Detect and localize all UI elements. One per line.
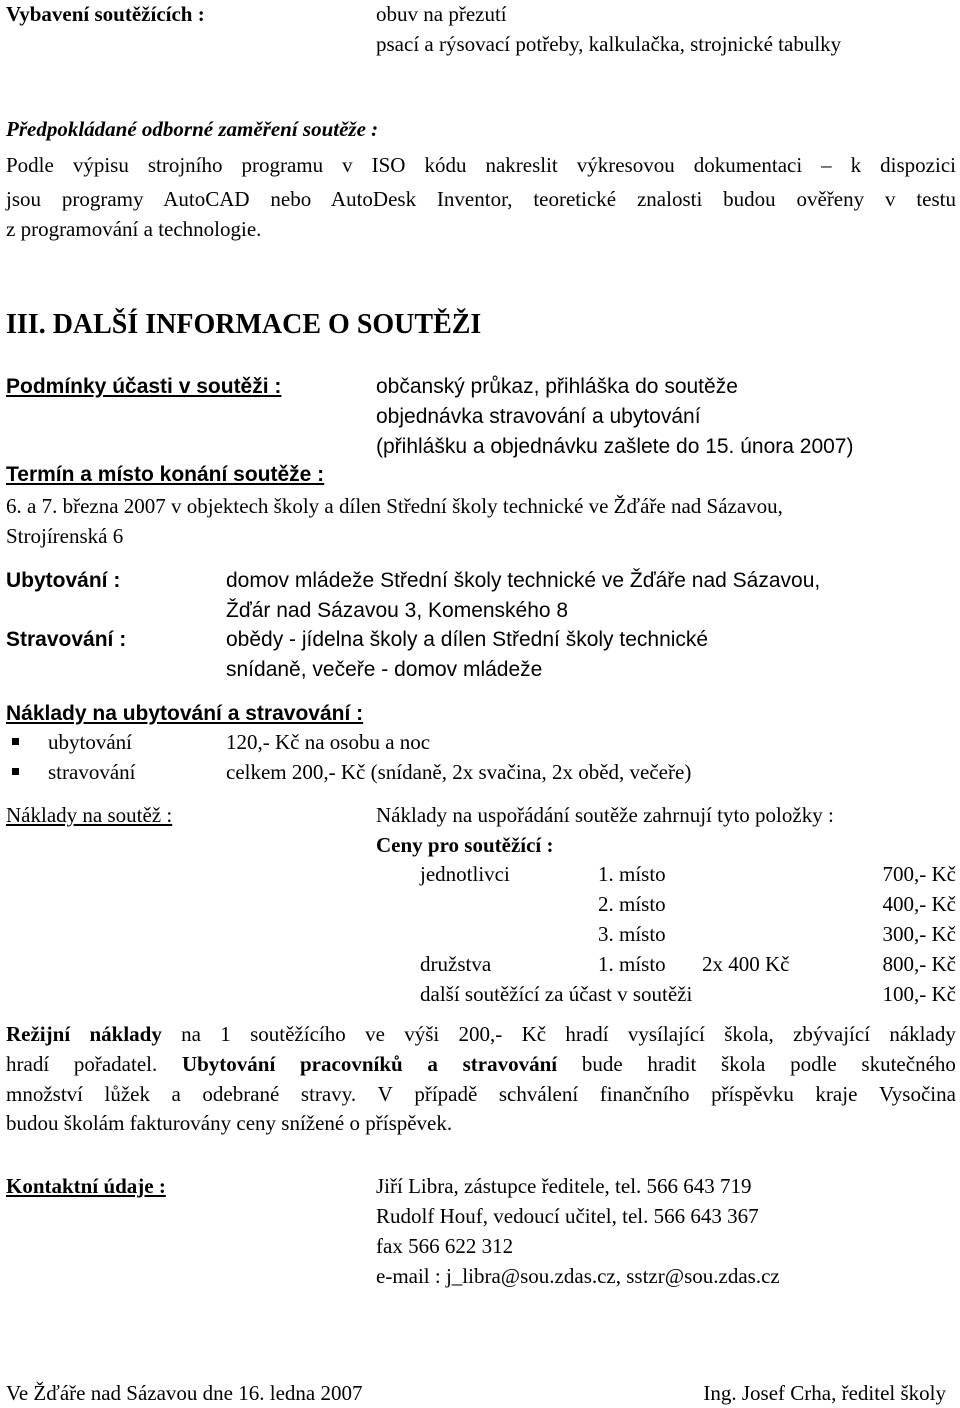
section-title: III. DALŠÍ INFORMACE O SOUTĚŽI xyxy=(6,309,482,340)
overhead-line xyxy=(6,1054,956,1075)
overhead-word: 1 xyxy=(220,1022,231,1046)
overhead-word: skutečného xyxy=(861,1052,956,1076)
overhead-word: stravování xyxy=(462,1052,558,1076)
overhead-word: a xyxy=(427,1052,438,1076)
overhead-word: na xyxy=(181,1022,201,1046)
teams-detail: 2x 400 Kč xyxy=(702,952,790,976)
signature: Ing. Josef Crha, ředitel školy xyxy=(703,1381,946,1405)
focus-line: jsou programy AutoCAD nebo AutoDesk Inventor, teoretické znalosti budou ověřeny v testu xyxy=(6,187,956,211)
date-place-label: Termín a místo konání soutěže : xyxy=(6,463,325,486)
date-place-line: 6. a 7. března 2007 v objektech školy a dílen Střední školy technické ve Žďáře nad Sázavou, xyxy=(6,494,783,518)
overhead-line xyxy=(6,1084,956,1105)
accommodation-line: Žďár nad Sázavou 3, Komenského 8 xyxy=(226,599,569,622)
overhead-word: odebrané xyxy=(202,1082,280,1106)
conditions-item: (přihlášku a objednávku zašlete do 15. února 2007) xyxy=(376,435,854,458)
overhead-word: zbývající xyxy=(793,1022,871,1046)
overhead-word: výši xyxy=(404,1022,440,1046)
costs-comp-label: Náklady na soutěž : xyxy=(6,803,173,827)
conditions-item: objednávka stravování a ubytování xyxy=(376,405,701,428)
prize-amount: 800,- Kč xyxy=(882,952,956,976)
overhead-word: příspěvku xyxy=(711,1082,794,1106)
conditions-item: občanský průkaz, přihláška do soutěže xyxy=(376,375,738,398)
prize-amount: 300,- Kč xyxy=(882,922,956,946)
overhead-word: Kč xyxy=(521,1022,547,1046)
contact-line: Rudolf Houf, vedoucí učitel, tel. 566 643 367 xyxy=(376,1204,759,1228)
overhead-word: škola, xyxy=(724,1022,774,1046)
prize-amount: 700,- Kč xyxy=(882,862,956,886)
overhead-word: Režijní xyxy=(6,1022,71,1046)
bullet-icon xyxy=(12,738,19,745)
equipment-label: Vybavení soutěžících : xyxy=(6,2,205,26)
boarding-line: snídaně, večeře - domov mládeže xyxy=(226,658,543,681)
focus-line: Podle výpisu strojního programu v ISO kódu nakreslit výkresovou dokumentaci – k dispozici xyxy=(6,153,956,177)
overhead-word: 200,- xyxy=(458,1022,503,1046)
overhead-word: Vysočina xyxy=(878,1082,956,1106)
overhead-word: Ubytování xyxy=(181,1052,276,1076)
contact-line: e-mail : j_libra@sou.zdas.cz, sstzr@sou.zdas.cz xyxy=(376,1264,780,1288)
focus-line: z programování a technologie. xyxy=(6,217,262,241)
conditions-label: Podmínky účasti v soutěži : xyxy=(6,375,282,398)
boarding-line: obědy - jídelna školy a dílen Střední školy technické xyxy=(226,628,709,651)
overhead-word: schválení xyxy=(498,1082,579,1106)
prize-place: 1. místo xyxy=(598,952,666,976)
prize-amount: 100,- Kč xyxy=(882,982,956,1006)
overhead-word: škola xyxy=(721,1052,766,1076)
overhead-line xyxy=(6,1024,956,1045)
overhead-word: lůžek xyxy=(104,1082,151,1106)
individuals-label: jednotlivci xyxy=(420,862,510,886)
prize-place: 2. místo xyxy=(598,892,666,916)
costs-acc-value: celkem 200,- Kč (snídaně, 2x svačina, 2x oběd, večeře) xyxy=(226,760,692,784)
focus-heading: Předpokládané odborné zaměření soutěže : xyxy=(6,117,379,141)
overhead-word: hradí xyxy=(6,1052,50,1076)
date-place-line: Strojírenská 6 xyxy=(6,524,124,548)
overhead-word: stravy. xyxy=(300,1082,357,1106)
overhead-word: ve xyxy=(365,1022,385,1046)
overhead-word: soutěžícího xyxy=(250,1022,346,1046)
overhead-word: a xyxy=(171,1082,181,1106)
other-label: další soutěžící za účast v soutěži xyxy=(420,982,693,1006)
overhead-word: náklady xyxy=(89,1022,162,1046)
prize-place: 1. místo xyxy=(598,862,666,886)
overhead-word: finančního xyxy=(599,1082,690,1106)
overhead-word: náklady xyxy=(889,1022,956,1046)
contact-line: fax 566 622 312 xyxy=(376,1234,514,1258)
overhead-word: podle xyxy=(790,1052,837,1076)
overhead-word: případě xyxy=(414,1082,478,1106)
place-date: Ve Žďáře nad Sázavou dne 16. ledna 2007 xyxy=(6,1381,363,1405)
contact-line: Jiří Libra, zástupce ředitele, tel. 566 643 719 xyxy=(376,1174,752,1198)
prizes-heading: Ceny pro soutěžící : xyxy=(376,833,554,857)
overhead-word: bude xyxy=(581,1052,623,1076)
accommodation-label: Ubytování : xyxy=(6,569,121,592)
bullet-icon xyxy=(12,768,19,775)
overhead-word: pořadatel. xyxy=(73,1052,158,1076)
overhead-word: vysílající xyxy=(627,1022,705,1046)
equipment-item: psací a rýsovací potřeby, kalkulačka, strojnické tabulky xyxy=(376,32,842,56)
teams-label: družstva xyxy=(420,952,492,976)
overhead-word: hradit xyxy=(647,1052,697,1076)
overhead-line xyxy=(6,1113,452,1134)
equipment-item: obuv na přezutí xyxy=(376,2,507,26)
overhead-word: budou školám fakturovány ceny snížené o příspěvek. xyxy=(6,1111,453,1135)
costs-acc-heading: Náklady na ubytování a stravování : xyxy=(6,702,364,725)
boarding-label: Stravování : xyxy=(6,628,127,651)
prize-amount: 400,- Kč xyxy=(882,892,956,916)
accommodation-line: domov mládeže Střední školy technické ve Žďáře nad Sázavou, xyxy=(226,569,821,592)
costs-acc-item: ubytování xyxy=(48,730,132,754)
overhead-word: hradí xyxy=(565,1022,609,1046)
overhead-word: V xyxy=(377,1082,393,1106)
contacts-label: Kontaktní údaje : xyxy=(6,1174,166,1198)
overhead-word: pracovníků xyxy=(300,1052,403,1076)
costs-comp-intro: Náklady na uspořádání soutěže zahrnují tyto položky : xyxy=(376,803,834,827)
overhead-word: množství xyxy=(6,1082,83,1106)
costs-acc-value: 120,- Kč na osobu a noc xyxy=(226,730,431,754)
prize-place: 3. místo xyxy=(598,922,666,946)
costs-acc-item: stravování xyxy=(48,760,136,784)
overhead-word: kraje xyxy=(815,1082,858,1106)
